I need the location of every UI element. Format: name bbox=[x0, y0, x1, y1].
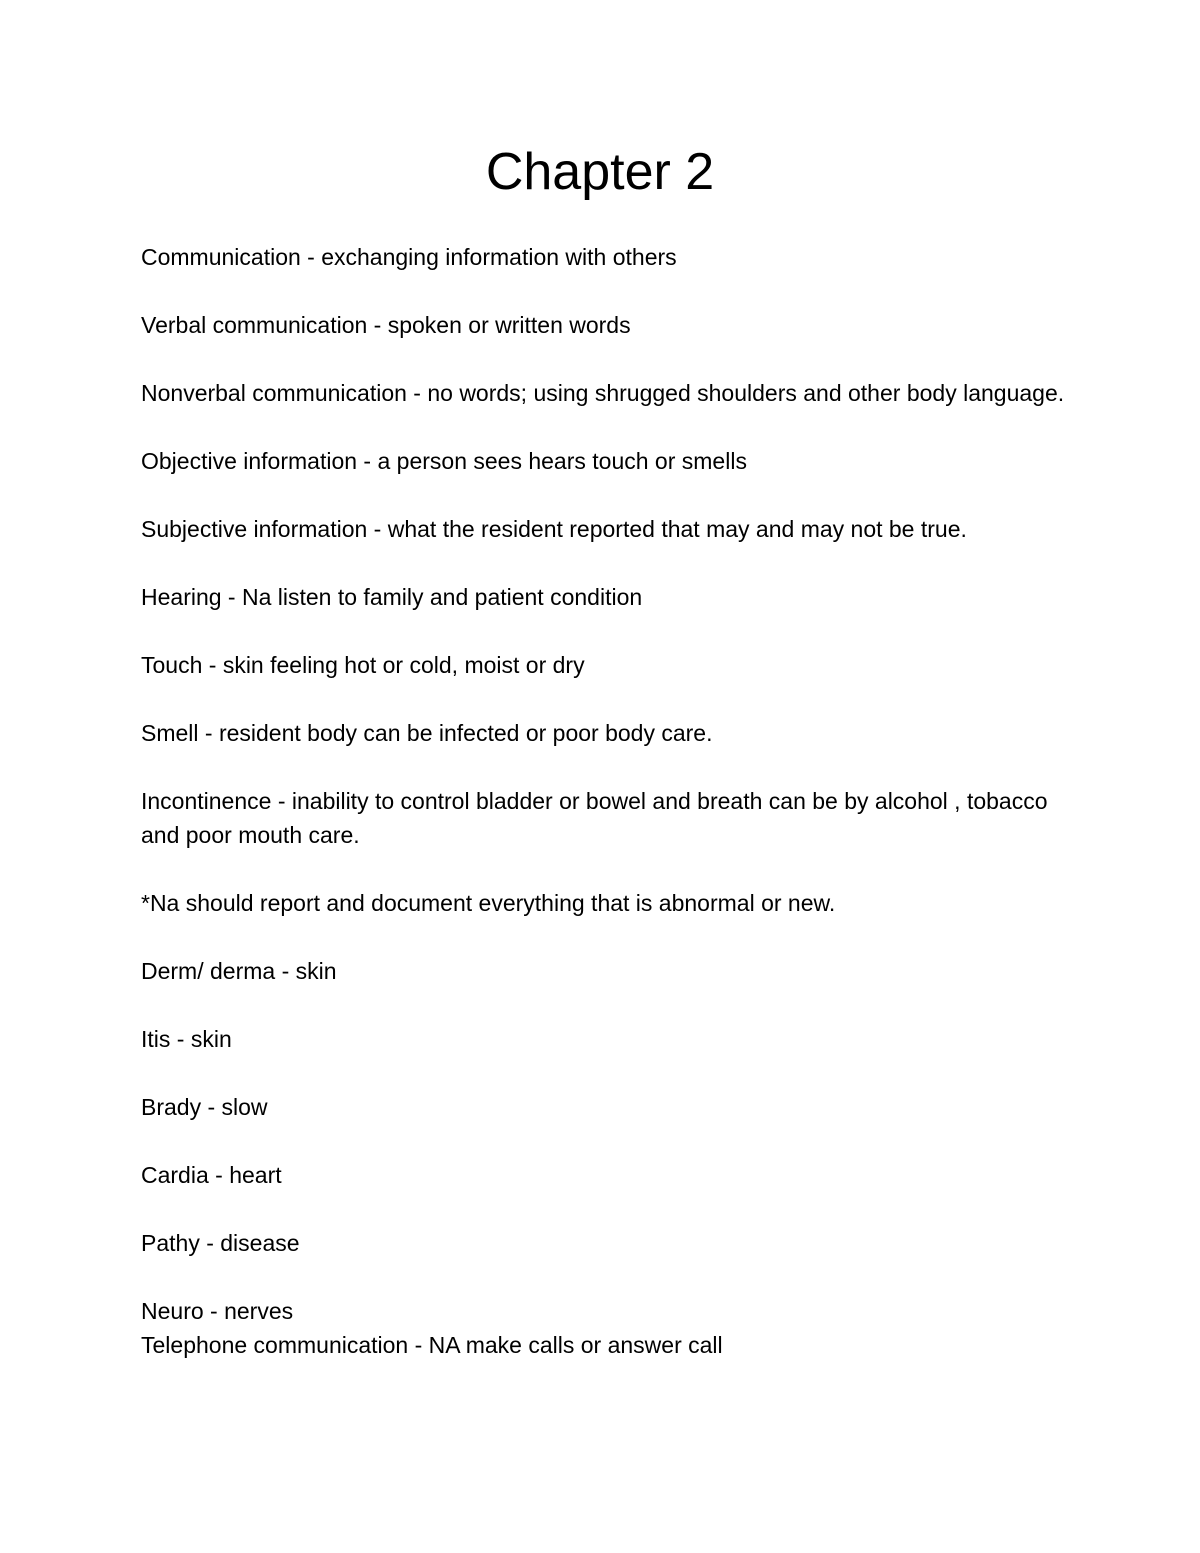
paragraph-smell: Smell - resident body can be infected or poor body care. bbox=[141, 720, 713, 746]
paragraph-verbal-communication: Verbal communication - spoken or written words bbox=[141, 312, 631, 338]
paragraph-nonverbal-communication: Nonverbal communication - no words; using shrugged shoulders and other body language. bbox=[141, 380, 1065, 406]
paragraph-pathy: Pathy - disease bbox=[141, 1230, 300, 1256]
paragraph-telephone-communication: Telephone communication - NA make calls or answer call bbox=[141, 1332, 723, 1358]
paragraph-cardia: Cardia - heart bbox=[141, 1162, 282, 1188]
paragraph-neuro: Neuro - nerves bbox=[141, 1298, 294, 1324]
paragraph-touch: Touch - skin feeling hot or cold, moist or dry bbox=[141, 652, 585, 678]
paragraph-incontinence: Incontinence - inability to control bladder or bowel and breath can be by alcohol , tobacco and poor mouth care. bbox=[141, 788, 1048, 848]
paragraph-itis: Itis - skin bbox=[141, 1026, 232, 1052]
paragraph-objective-information: Objective information - a person sees hears touch or smells bbox=[141, 448, 747, 474]
page-title: Chapter 2 bbox=[485, 143, 715, 201]
paragraph-hearing: Hearing - Na listen to family and patient condition bbox=[141, 584, 643, 610]
paragraph-communication: Communication - exchanging information with others bbox=[141, 244, 677, 270]
document-body bbox=[141, 240, 1071, 1396]
paragraph-brady: Brady - slow bbox=[141, 1094, 268, 1120]
paragraph-report-note: *Na should report and document everything that is abnormal or new. bbox=[141, 890, 836, 916]
paragraph-subjective-information: Subjective information - what the resident reported that may and may not be true. bbox=[141, 516, 967, 542]
paragraph-derm: Derm/ derma - skin bbox=[141, 958, 337, 984]
